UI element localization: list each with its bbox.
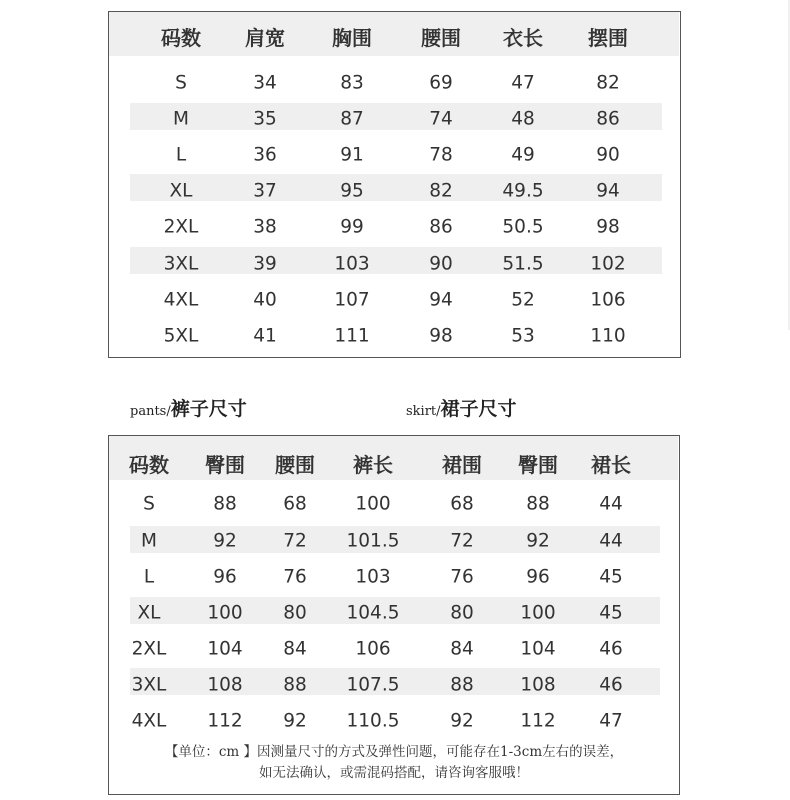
tops-cell-r6-c0: 4XL — [163, 289, 199, 311]
tops-cell-r2-c0: L — [175, 144, 187, 166]
tops-cell-r7-c1: 41 — [253, 325, 277, 347]
tops-cell-r6-c2: 107 — [334, 289, 370, 311]
bottoms-cell-r1-c2: 72 — [283, 530, 307, 552]
bottoms-cell-r4-c3: 106 — [355, 638, 391, 660]
tops-cell-r7-c4: 53 — [511, 325, 535, 347]
bottoms-cell-r6-c0: 4XL — [131, 710, 167, 732]
bottoms-cell-r5-c2: 88 — [283, 674, 307, 696]
tops-cell-r0-c3: 69 — [429, 72, 453, 94]
tops-cell-r1-c2: 87 — [340, 108, 364, 130]
tops-cell-r5-c4: 51.5 — [502, 253, 544, 275]
tops-cell-r3-c1: 37 — [253, 180, 277, 202]
tops-cell-r6-c5: 106 — [590, 289, 626, 311]
bottoms-cell-r1-c1: 92 — [213, 530, 237, 552]
bottoms-cell-r6-c4: 92 — [450, 710, 474, 732]
tops-cell-r4-c4: 50.5 — [502, 216, 544, 238]
bottoms-cell-r2-c3: 103 — [355, 566, 391, 588]
bottoms-cell-r2-c5: 96 — [526, 566, 550, 588]
tops-row-stripe — [130, 174, 662, 201]
bottoms-cell-r0-c0: S — [143, 493, 155, 515]
bottoms-cell-r3-c2: 80 — [283, 602, 307, 624]
bottoms-header-3: 裤长 — [353, 453, 393, 477]
tops-cell-r5-c5: 102 — [590, 253, 626, 275]
skirt-title-zh: 裙子尺寸 — [440, 398, 517, 420]
tops-cell-r7-c0: 5XL — [163, 325, 199, 347]
tops-cell-r6-c4: 52 — [511, 289, 535, 311]
tops-cell-r4-c2: 99 — [340, 216, 364, 238]
tops-header-2: 胸围 — [332, 26, 372, 50]
bottoms-header-5: 臀围 — [518, 453, 558, 477]
tops-cell-r2-c4: 49 — [511, 144, 535, 166]
tops-cell-r1-c3: 74 — [429, 108, 453, 130]
bottoms-size-table — [108, 435, 680, 795]
tops-cell-r6-c3: 94 — [429, 289, 453, 311]
tops-header-1: 肩宽 — [245, 26, 285, 50]
bottoms-cell-r1-c5: 92 — [526, 530, 550, 552]
tops-cell-r2-c3: 78 — [429, 144, 453, 166]
bottoms-cell-r1-c0: M — [141, 530, 157, 552]
tops-cell-r0-c2: 83 — [340, 72, 364, 94]
tops-cell-r5-c0: 3XL — [163, 253, 199, 275]
tops-cell-r0-c0: S — [175, 72, 187, 94]
tops-cell-r3-c3: 82 — [429, 180, 453, 202]
bottoms-cell-r4-c1: 104 — [207, 638, 243, 660]
bottoms-cell-r3-c6: 45 — [599, 602, 623, 624]
bottoms-cell-r6-c2: 92 — [283, 710, 307, 732]
tops-cell-r4-c5: 98 — [596, 216, 620, 238]
tops-cell-r0-c1: 34 — [253, 72, 277, 94]
bottoms-cell-r4-c6: 46 — [599, 638, 623, 660]
tops-cell-r1-c4: 48 — [511, 108, 535, 130]
bottoms-cell-r1-c3: 101.5 — [346, 530, 400, 552]
tops-cell-r1-c5: 86 — [596, 108, 620, 130]
bottoms-cell-r5-c3: 107.5 — [346, 674, 400, 696]
bottoms-cell-r5-c4: 88 — [450, 674, 474, 696]
tops-cell-r6-c1: 40 — [253, 289, 277, 311]
bottoms-cell-r5-c6: 46 — [599, 674, 623, 696]
bottoms-cell-r5-c0: 3XL — [131, 674, 167, 696]
tops-header-0: 码数 — [161, 26, 201, 50]
bottoms-cell-r2-c0: L — [143, 566, 155, 588]
bottoms-header-6: 裙长 — [591, 453, 631, 477]
bottoms-cell-r0-c4: 68 — [450, 493, 474, 515]
size-footnote — [109, 742, 679, 784]
bottoms-cell-r2-c4: 76 — [450, 566, 474, 588]
tops-cell-r5-c2: 103 — [334, 253, 370, 275]
bottoms-cell-r6-c6: 47 — [599, 710, 623, 732]
tops-header-5: 摆围 — [588, 26, 628, 50]
tops-row-stripe — [130, 247, 662, 274]
tops-cell-r5-c3: 90 — [429, 253, 453, 275]
tops-cell-r3-c5: 94 — [596, 180, 620, 202]
bottoms-header-4: 裙围 — [442, 453, 482, 477]
bottoms-cell-r6-c5: 112 — [520, 710, 556, 732]
tops-cell-r1-c0: M — [173, 108, 189, 130]
bottoms-cell-r1-c4: 72 — [450, 530, 474, 552]
tops-cell-r1-c1: 35 — [253, 108, 277, 130]
bottoms-cell-r4-c2: 84 — [283, 638, 307, 660]
tops-header-3: 腰围 — [421, 26, 461, 50]
tops-cell-r3-c4: 49.5 — [502, 180, 544, 202]
bottoms-header-2: 腰围 — [275, 453, 315, 477]
bottoms-header-1: 臀围 — [205, 453, 245, 477]
bottoms-cell-r0-c1: 88 — [213, 493, 237, 515]
bottoms-cell-r4-c0: 2XL — [131, 638, 167, 660]
footnote-line-1: 【单位：cm 】因测量尺寸的方式及弹性问题，可能存在1-3cm左右的误差， — [164, 744, 624, 760]
tops-cell-r2-c2: 91 — [340, 144, 364, 166]
tops-header-4: 衣长 — [503, 26, 543, 50]
footnote-line-2: 如无法确认，或需混码搭配，请咨询客服哦！ — [259, 765, 529, 781]
tops-size-table — [108, 11, 681, 358]
bottoms-cell-r0-c2: 68 — [283, 493, 307, 515]
bottoms-cell-r6-c1: 112 — [207, 710, 243, 732]
tops-cell-r2-c1: 36 — [253, 144, 277, 166]
tops-cell-r7-c2: 111 — [334, 325, 370, 347]
skirt-title-en: skirt/ — [406, 404, 441, 419]
pants-title-zh: 裤子尺寸 — [170, 398, 247, 420]
tops-cell-r2-c5: 90 — [596, 144, 620, 166]
tops-cell-r4-c3: 86 — [429, 216, 453, 238]
tops-cell-r0-c4: 47 — [511, 72, 535, 94]
bottoms-cell-r3-c5: 100 — [520, 602, 556, 624]
bottoms-cell-r3-c0: XL — [137, 602, 161, 624]
bottoms-cell-r2-c2: 76 — [283, 566, 307, 588]
bottoms-cell-r5-c5: 108 — [520, 674, 556, 696]
bottoms-cell-r3-c1: 100 — [207, 602, 243, 624]
tops-cell-r4-c1: 38 — [253, 216, 277, 238]
skirt-section-title — [406, 394, 517, 421]
tops-cell-r0-c5: 82 — [596, 72, 620, 94]
bottoms-header-0: 码数 — [129, 453, 169, 477]
bottoms-cell-r3-c3: 104.5 — [346, 602, 400, 624]
tops-cell-r3-c2: 95 — [340, 180, 364, 202]
bottoms-cell-r0-c6: 44 — [599, 493, 623, 515]
tops-cell-r4-c0: 2XL — [163, 216, 199, 238]
tops-cell-r7-c3: 98 — [429, 325, 453, 347]
pants-title-en: pants/ — [130, 404, 171, 419]
bottoms-cell-r2-c1: 96 — [213, 566, 237, 588]
bottoms-cell-r0-c3: 100 — [355, 493, 391, 515]
bottoms-cell-r4-c4: 84 — [450, 638, 474, 660]
bottoms-cell-r6-c3: 110.5 — [346, 710, 400, 732]
bottoms-cell-r0-c5: 88 — [526, 493, 550, 515]
bottoms-cell-r3-c4: 80 — [450, 602, 474, 624]
bottoms-cell-r5-c1: 108 — [207, 674, 243, 696]
bottoms-cell-r2-c6: 45 — [599, 566, 623, 588]
tops-cell-r5-c1: 39 — [253, 253, 277, 275]
tops-cell-r3-c0: XL — [169, 180, 193, 202]
tops-cell-r7-c5: 110 — [590, 325, 626, 347]
bottoms-cell-r1-c6: 44 — [599, 530, 623, 552]
bottoms-cell-r4-c5: 104 — [520, 638, 556, 660]
pants-section-title — [130, 394, 247, 421]
tops-row-stripe — [130, 103, 662, 130]
